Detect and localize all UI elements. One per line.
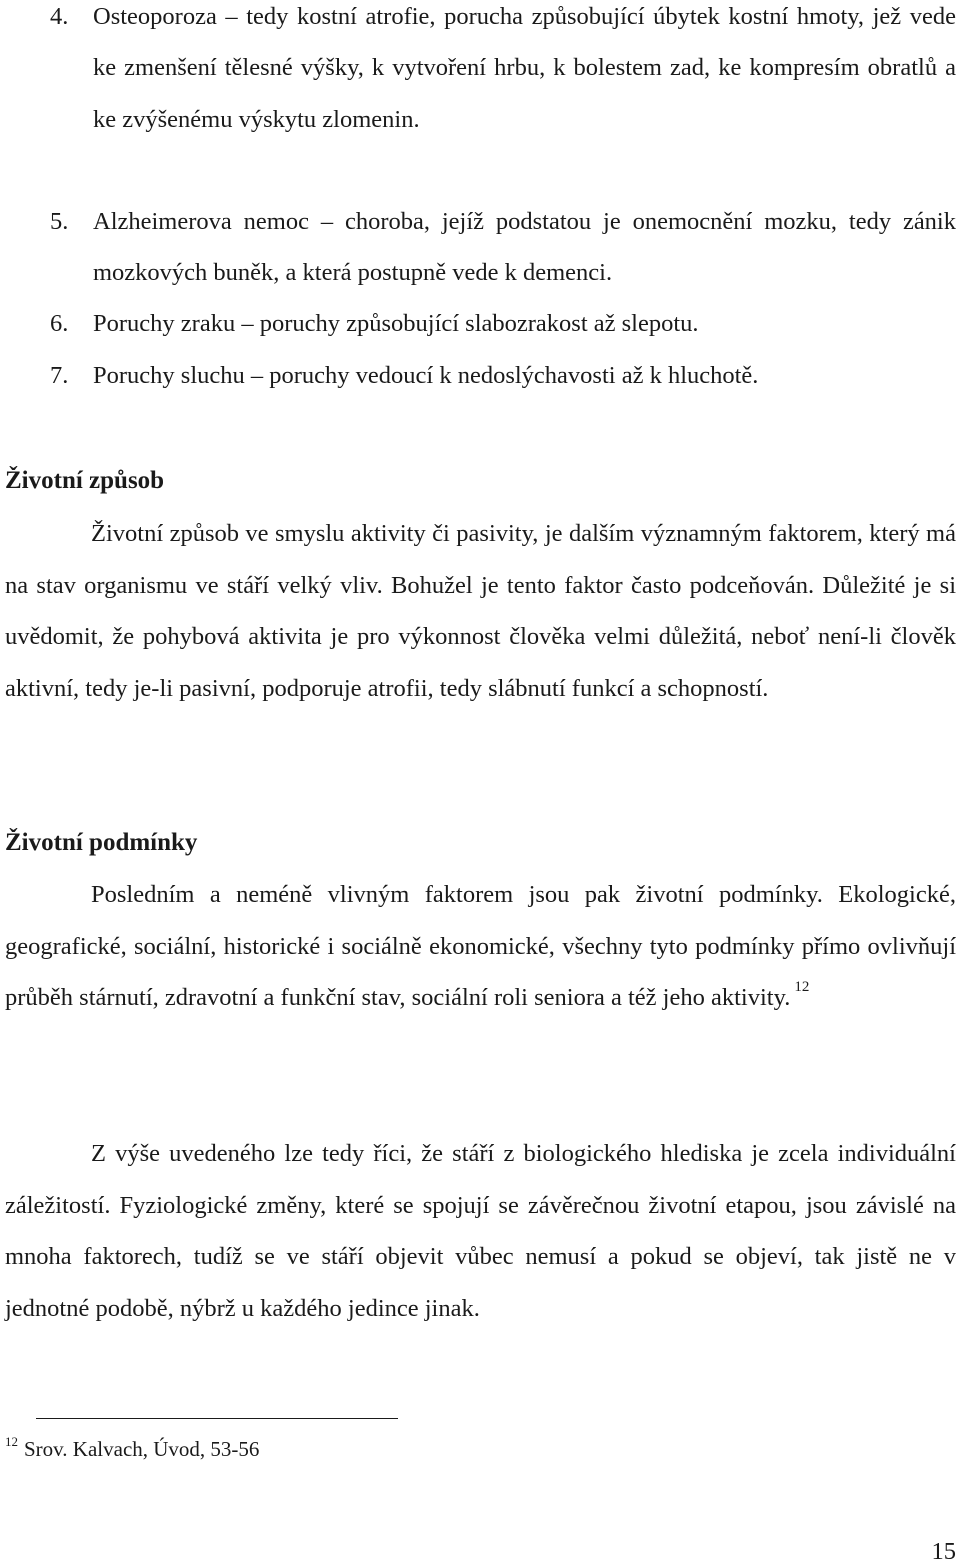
paragraph-lifestyle: Životní způsob ve smyslu aktivity či pasivity, je dalším významným faktorem, který má na stav organismu ve stáří velký vliv. Bohužel je tento faktor často podceňován. Důležité je si uvědomit, že pohybová aktivita je pro výkonnost člověka velmi důležitá, neboť není-li člověk aktivní, tedy je-li pasivní, podporuje atrofii, tedy slábnutí funkcí a schopností. — [5, 520, 956, 702]
footnote-number: 12 — [5, 1434, 18, 1449]
footnote-separator — [36, 1418, 398, 1419]
list-item-number: 4. — [50, 3, 69, 30]
list-item-text: Osteoporoza – tedy kostní atrofie, porucha způsobující úbytek kostní hmoty, jež vede ke zmenšení tělesné výšky, k vytvoření hrbu, k bolestem zad, ke kompresím obratlů a ke zvýšenému výskytu zlomenin. — [93, 3, 956, 133]
list-item-number: 5. — [50, 208, 69, 235]
list-item-number: 7. — [50, 362, 69, 389]
list-item — [50, 0, 956, 145]
list-item-number: 6. — [50, 310, 69, 337]
list-item — [50, 298, 956, 349]
paragraph-conditions-text: Posledním a neméně vlivným faktorem jsou pak životní podmínky. Ekologické, geografické, sociální, historické i sociálně ekonomické, všechny tyto podmínky přímo ovlivňují průběh stárnutí, zdravotní a funkční stav, sociální roli seniora a též jeho aktivity. — [5, 881, 956, 1011]
list-item-text: Poruchy zraku – poruchy způsobující slabozrakost až slepotu. — [93, 310, 699, 337]
footnote-text: Srov. Kalvach, Úvod, 53-56 — [24, 1437, 260, 1461]
section-heading-lifestyle: Životní způsob — [5, 467, 165, 494]
footnote-reference[interactable]: 12 — [794, 979, 810, 995]
paragraph-conclusion: Z výše uvedeného lze tedy říci, že stáří z biologického hlediska je zcela individuální záležitostí. Fyziologické změny, které se spojují se závěrečnou životní etapou, jsou závislé na mnoha faktorech, tudíž se ve stáří objevit vůbec nemusí a pokud se objeví, tak jistě ne v jednotné podobě, nýbrž u každého jedince jinak. — [5, 1140, 956, 1322]
page-number: 15 — [931, 1538, 956, 1565]
footnote — [5, 1434, 259, 1467]
list-item-text: Alzheimerova nemoc – choroba, jejíž podstatou je onemocnění mozku, tedy zánik mozkových buněk, a která postupně vede k demenci. — [93, 208, 956, 287]
paragraph-conditions — [5, 869, 956, 1028]
list-item — [50, 350, 956, 401]
list-item-text: Poruchy sluchu – poruchy vedoucí k nedoslýchavosti až k hluchotě. — [93, 362, 759, 389]
list-item — [50, 196, 956, 299]
section-heading-conditions: Životní podmínky — [5, 829, 198, 856]
